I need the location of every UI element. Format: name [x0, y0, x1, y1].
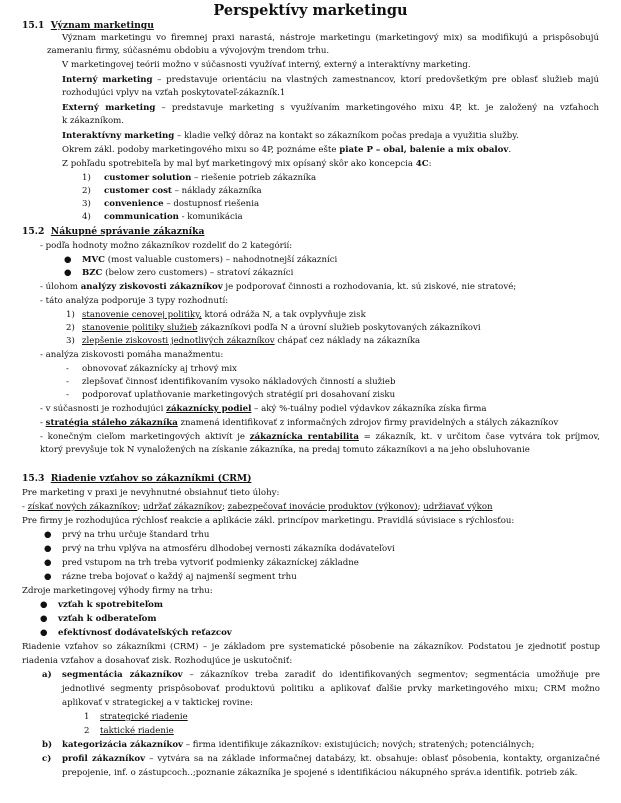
task: zabezpečovať inovácie produktov (výkonov)	[227, 502, 418, 512]
paragraph-line	[40, 282, 516, 293]
term: stanovenie politiky služieb	[82, 323, 198, 333]
section-15-2-heading	[22, 226, 204, 237]
bullet-icon: ●	[64, 268, 72, 278]
paragraph-line: jednotlivé segmenty prispôsobovať produktovú politiku a aplikovať ďalšie prvky marketingového mixu; CRM možno	[62, 684, 600, 694]
text: - úlohom	[40, 282, 81, 292]
text: - konečným cieľom marketingových aktivít je	[40, 432, 250, 442]
item-letter: a)	[42, 670, 52, 680]
definition: – náklady zákazníka	[171, 186, 262, 196]
term: customer solution	[104, 173, 192, 183]
text: :	[428, 159, 432, 169]
list-item-text: obnovovať zákaznícky aj trhový mix	[82, 364, 237, 374]
paragraph-line: aplikovať v strategickej a v taktickej rovine:	[62, 698, 253, 708]
text: Okrem zákl. podoby marketingového mixu so 4P, poznáme ešte	[62, 145, 340, 155]
text: ;	[222, 502, 228, 512]
list-item-text: prvý na trhu vplýva na atmosféru dlhodobej vernosti zákazníka dodávateľovi	[62, 544, 395, 554]
term: Interaktívny marketing	[62, 131, 175, 141]
term: convenience	[104, 199, 164, 209]
interactive-marketing-line	[62, 131, 519, 142]
item-number: 4)	[82, 212, 91, 222]
list-item	[82, 199, 91, 210]
item-letter: b)	[42, 740, 53, 750]
bzc-item	[82, 268, 293, 279]
term: segmentácia zákazníkov	[62, 670, 183, 680]
bullet-icon: ●	[44, 558, 52, 568]
text: Z pohľadu spotrebiteľa by mal byť marketingový mix opísaný skôr ako koncepcia	[62, 159, 416, 169]
task: udržať zákazníkov	[143, 502, 223, 512]
list-item-text	[82, 336, 420, 347]
list-item-text	[82, 323, 481, 334]
paragraph-line: Riadenie vzťahov so zákazníkmi (CRM) – je základom pre systematické pôsobenie na zákazníkov. Podstatou je zjednotiť postup	[22, 642, 600, 652]
list-item-text: taktické riadenie	[100, 726, 174, 736]
list-item-text	[104, 186, 262, 197]
list-item-text: vzťah k odberateľom	[58, 614, 157, 624]
definition: – dostupnosť riešenia	[163, 199, 260, 209]
definition: – vytvára sa na základe informačnej databázy, kt. obsahuje: oblasť pôsobenia, kontakty, organizačné	[145, 754, 600, 764]
term: kategorizácia zákazníkov	[62, 740, 184, 750]
paragraph-line: Pre marketing v praxi je nevyhnutné obsiahnuť tieto úlohy:	[22, 488, 280, 498]
text: – aký %-tuálny podiel výdavkov zákazníka získa firma	[251, 404, 487, 414]
tasks-line	[22, 502, 493, 513]
paragraph-line	[40, 432, 600, 443]
text: - v súčasnosti je rozhodujúci	[40, 404, 167, 414]
text: ;	[137, 502, 144, 512]
paragraph-line: zameraniu firmy, súčasnému obdobiu a vývojovým trendom trhu.	[47, 46, 330, 56]
definition: – riešenie potrieb zákazníka	[191, 173, 317, 183]
section-title: Nákupné správanie zákazníka	[50, 226, 205, 237]
definition: – kladie veľký dôraz na kontakt so zákazníkom počas predaja a využitia služby.	[174, 131, 519, 141]
definition: – predstavuje orientáciu na vlastných zamestnancov, ktorí predovšetkým pre oblasť služieb majú	[152, 75, 599, 85]
section-number: 15.3	[22, 473, 45, 484]
list-item-text: strategické riadenie	[100, 712, 188, 722]
definition: – predstavuje marketing s využívaním marketingového mixu 4P, kt. je založený na vzťahoch	[155, 103, 599, 113]
text: je podporovať činnosti a rozhodovania, kt. sú ziskové, nie stratové;	[222, 282, 517, 292]
mvc-item	[82, 255, 337, 266]
paragraph-line: k zákazníkom.	[62, 116, 124, 126]
item-number: 1	[84, 712, 90, 722]
text: zákazníkovi podľa N a úrovní služieb poskytovaných zákazníkovi	[197, 323, 481, 333]
term: stratégia stáleho zákazníka	[45, 418, 178, 428]
list-item	[82, 212, 91, 223]
term: Externý marketing	[62, 103, 156, 113]
segmentation-line	[62, 670, 600, 681]
paragraph-line: Pre firmy je rozhodujúca rýchlosť reakcie a aplikácie zákl. princípov marketingu. Pravidlá súvisiace s rýchlosťou:	[22, 516, 515, 526]
item-number: 1)	[66, 310, 75, 320]
term: stanovenie cenovej politiky,	[82, 310, 202, 320]
dash-marker: -	[66, 364, 69, 374]
term: profil zákazníkov	[62, 754, 146, 764]
task: získať nových zákazníkov	[27, 502, 138, 512]
text: -	[22, 502, 28, 512]
paragraph-line: V marketingovej teórii možno v súčasnosti využívať interný, externý a interaktívny marketing.	[62, 60, 471, 70]
bullet-icon: ●	[40, 600, 48, 610]
term: zákaznícka rentabilita	[249, 432, 359, 442]
bullet-icon: ●	[44, 544, 52, 554]
section-number: 15.1	[22, 20, 45, 31]
paragraph-line	[40, 418, 558, 429]
internal-marketing-line	[62, 75, 599, 86]
bullet-icon: ●	[64, 255, 72, 265]
term: Interný marketing	[62, 75, 153, 85]
list-item	[82, 186, 91, 197]
four-c-line	[62, 159, 431, 170]
categorization-line	[62, 740, 534, 751]
definition: - komunikácia	[178, 212, 243, 222]
task: udržiavať výkon	[423, 502, 493, 512]
definition: – firma identifikuje zákazníkov: existujúcich; nových; stratených; potenciálnych;	[183, 740, 535, 750]
definition: (most valuable customers) – nahodnotnejší zákazníci	[105, 255, 338, 265]
paragraph-line: - podľa hodnoty možno zákazníkov rozdeliť do 2 kategórií:	[40, 241, 293, 251]
paragraph-line: prepojenie, inf. o zástupcoch..;poznanie zákazníka je spojené s identifikáciou nákupného správ.a identifik. potrieb zák.	[62, 768, 578, 778]
list-item-text	[82, 310, 366, 321]
term: BZC	[82, 268, 103, 278]
paragraph-line: rozhodujúci vplyv na vzťah poskytovateľ-zákazník.1	[62, 88, 286, 98]
bullet-icon: ●	[44, 572, 52, 582]
definition: – zákazníkov treba zaradiť do identifikovaných segmentov; segmentácia umožňuje pre	[182, 670, 600, 680]
paragraph-line	[40, 404, 487, 415]
fifth-p-line	[62, 145, 511, 156]
term: communication	[104, 212, 179, 222]
item-number: 3)	[66, 336, 75, 346]
item-number: 2	[84, 726, 90, 736]
bullet-icon: ●	[40, 614, 48, 624]
bullet-icon: ●	[40, 628, 48, 638]
term: zákaznícky podiel	[166, 404, 252, 414]
list-item	[82, 173, 91, 184]
text: ktorá odráža N, a tak ovplyvňuje zisk	[201, 310, 366, 320]
section-title: Riadenie vzťahov so zákazníkmi (CRM)	[50, 473, 252, 484]
term: customer cost	[104, 186, 172, 196]
list-item-text: podporovať uplatňovanie marketingových stratégií pri dosahovaní zisku	[82, 390, 396, 400]
list-item-text: prvý na trhu určuje štandard trhu	[62, 530, 210, 540]
term: piate P – obal, balenie a mix obalov	[339, 145, 509, 155]
section-title: Význam marketingu	[50, 20, 154, 31]
section-15-3-heading	[22, 473, 251, 484]
term: 4C	[415, 159, 429, 169]
item-number: 2)	[66, 323, 75, 333]
item-letter: c)	[42, 754, 52, 764]
list-item-text: pred vstupom na trh treba vytvoriť podmienky zákazníckej základne	[62, 558, 359, 568]
paragraph-line: Zdroje marketingovej výhody firmy na trhu:	[22, 586, 213, 596]
item-number: 1)	[82, 173, 91, 183]
text: ;	[417, 502, 424, 512]
paragraph-line: - táto analýza podporuje 3 typy rozhodnutí:	[40, 296, 229, 306]
external-marketing-line	[62, 103, 599, 114]
text: -	[40, 418, 46, 428]
item-number: 3)	[82, 199, 91, 209]
section-number: 15.2	[22, 226, 45, 237]
term: analýzy ziskovosti zákazníkov	[80, 282, 223, 292]
item-number: 2)	[82, 186, 91, 196]
list-item-text	[104, 199, 259, 210]
text: znamená identifikovať z informačných zdrojov firmy pravidelných a stálych zákazníkov	[177, 418, 559, 428]
text: chápať cez náklady na zákazníka	[274, 336, 421, 346]
list-item-text: rázne treba bojovať o každý aj najmenší segment trhu	[62, 572, 297, 582]
profile-line	[62, 754, 600, 765]
dash-marker: -	[66, 377, 69, 387]
bullet-icon: ●	[44, 530, 52, 540]
term: zlepšenie ziskovosti jednotlivých zákazníkov	[82, 336, 275, 346]
list-item-text: vzťah k spotrebiteľom	[58, 600, 163, 610]
list-item-text: efektívnosť dodávateľských reťazcov	[58, 628, 232, 638]
page-title: Perspektívy marketingu	[213, 2, 408, 19]
list-item-text: zlepšovať činnosť identifikovaním vysoko nákladových činností a služieb	[82, 377, 396, 387]
list-item-text	[104, 212, 243, 223]
paragraph-line: ktorý prevyšuje tok N vynaložených na získanie zákazníka, na predaj tomuto zákazníkovi a na jeho obsluhovanie	[40, 445, 530, 455]
text: = zákazník, kt. v určitom čase vytvára tok príjmov,	[358, 432, 600, 442]
paragraph-line: Význam marketingu vo firemnej praxi narastá, nástroje marketingu (marketingový mix) sa modifikujú a prispôsobujú	[62, 33, 599, 43]
list-item-text	[104, 173, 316, 184]
text: .	[508, 145, 512, 155]
definition: (below zero customers) – stratoví zákazníci	[102, 268, 294, 278]
paragraph-line: riadenia vzťahov a dosahovať zisk. Rozhodujúce je uskutočniť:	[22, 656, 293, 666]
dash-marker: -	[66, 390, 69, 400]
term: MVC	[82, 255, 106, 265]
paragraph-line: - analýza ziskovosti pomáha manažmentu:	[40, 350, 224, 360]
section-15-1-heading	[22, 20, 154, 31]
